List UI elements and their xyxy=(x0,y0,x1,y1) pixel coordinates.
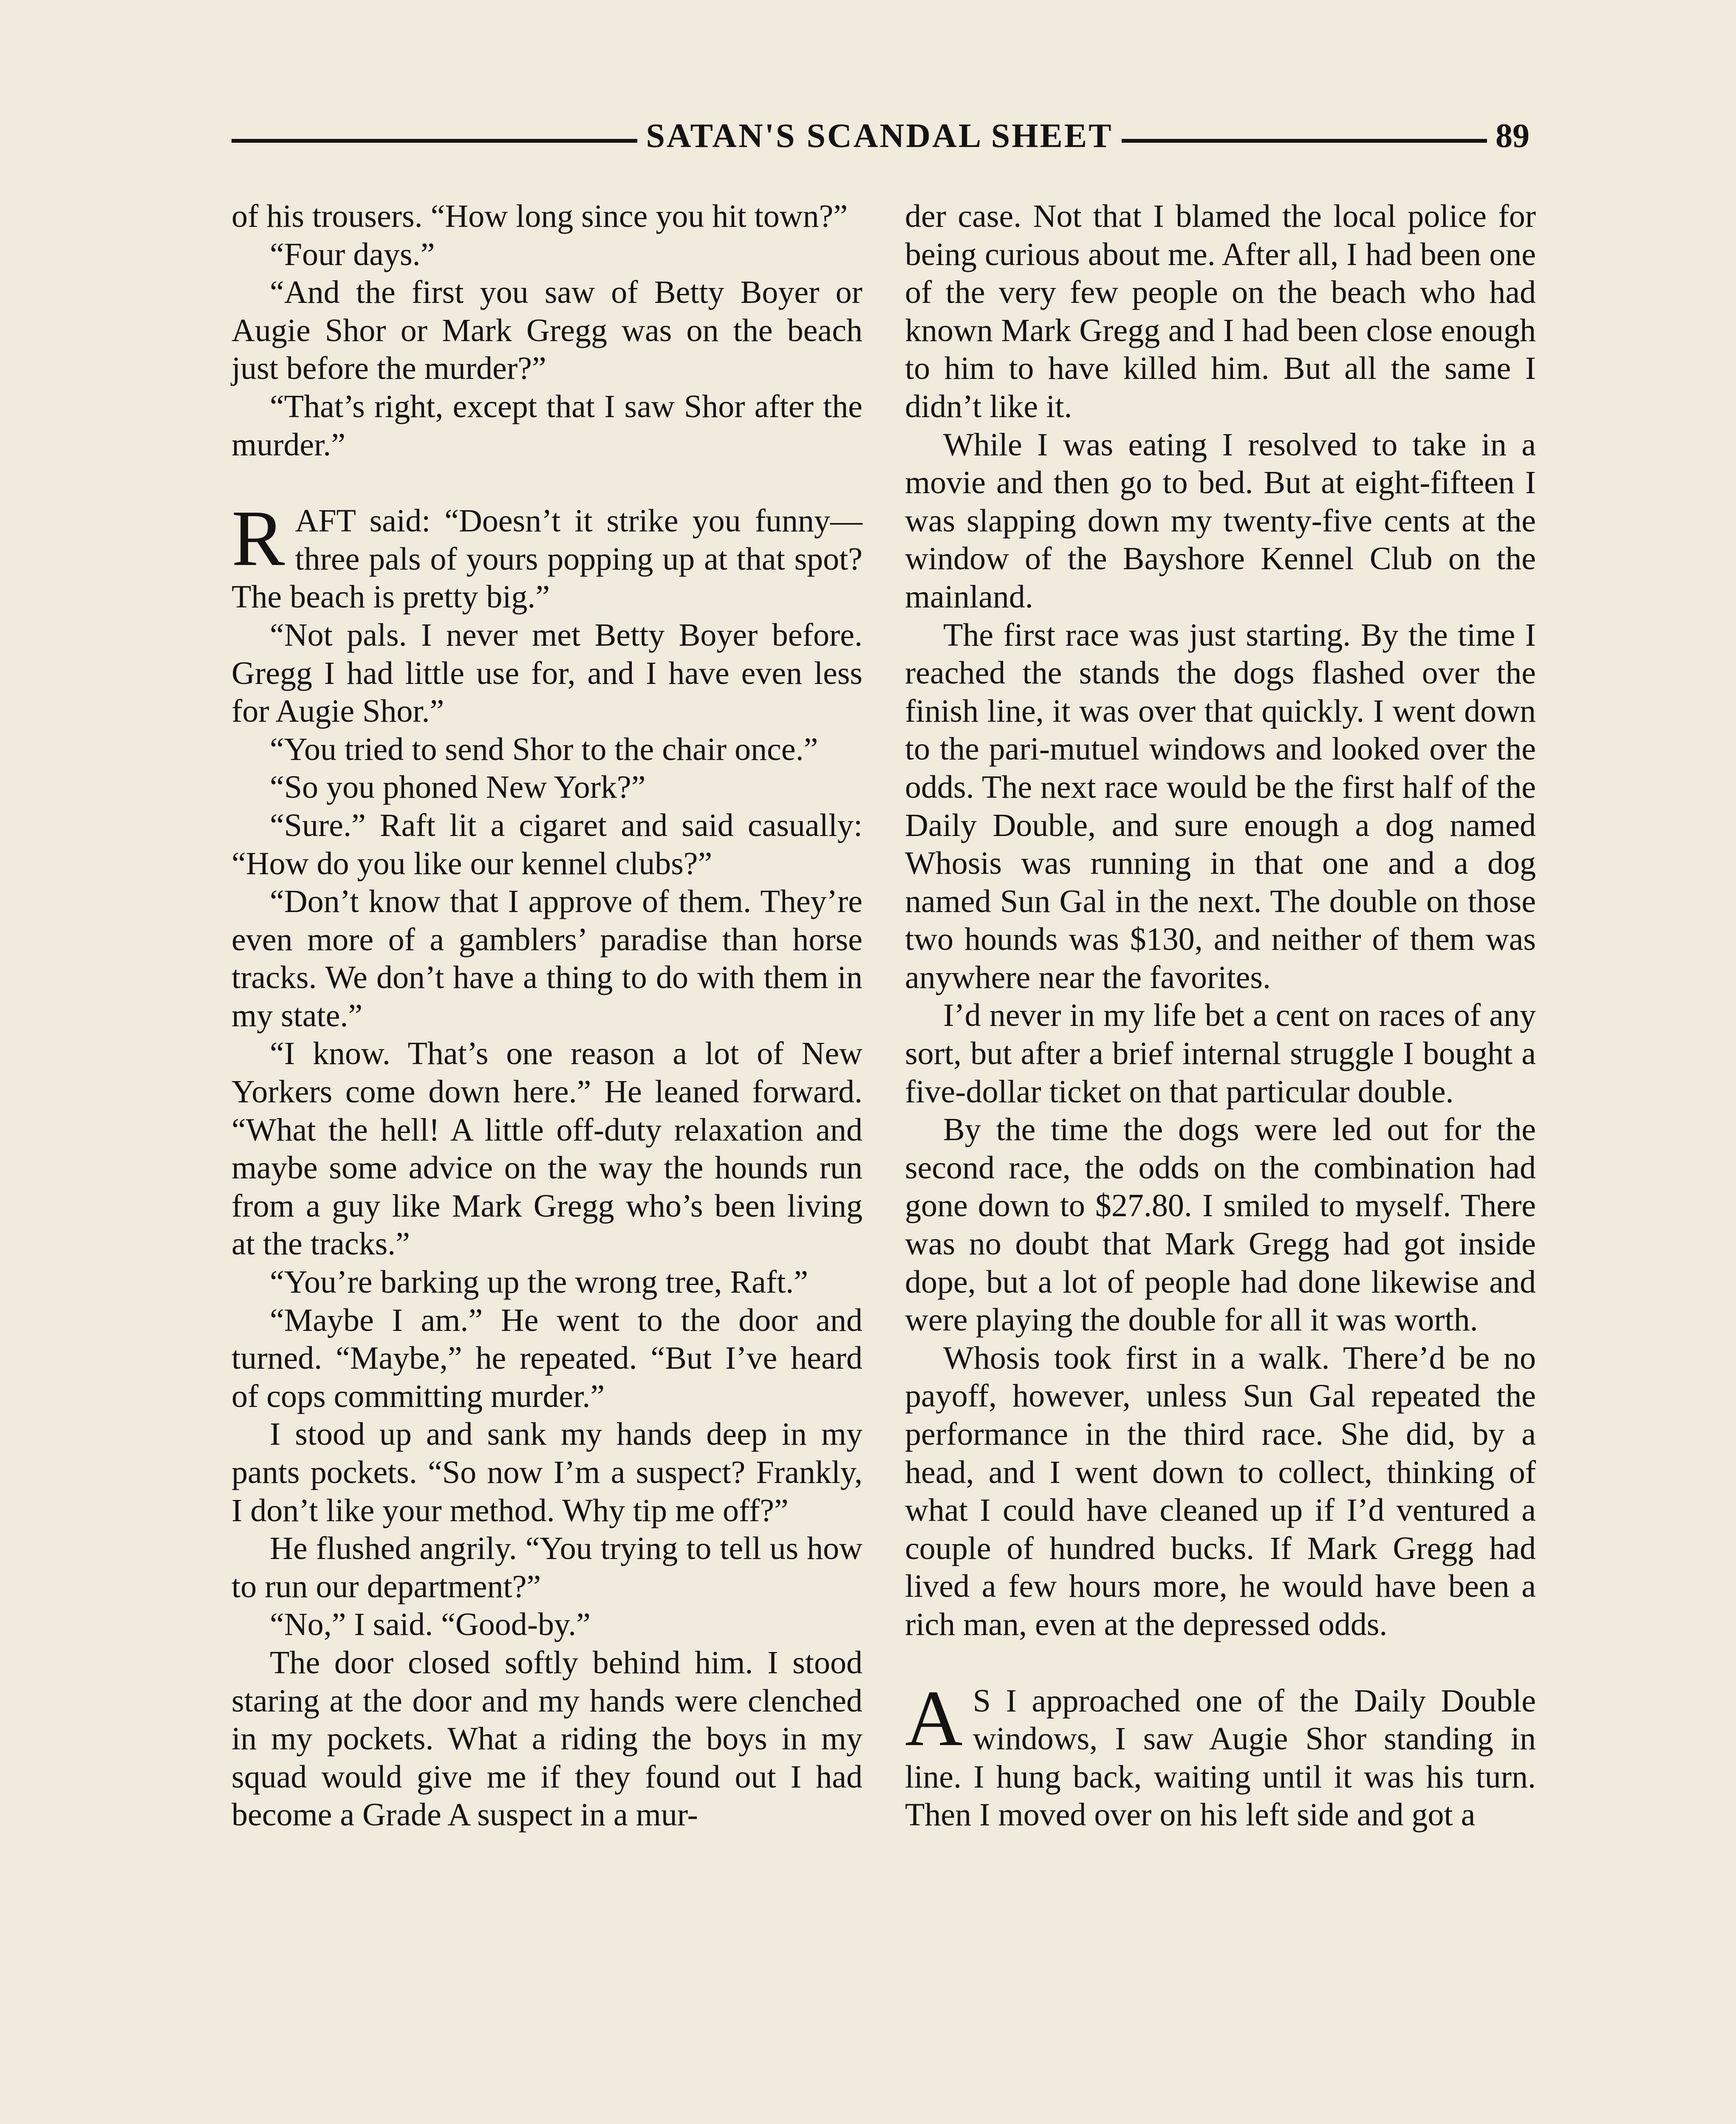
paragraph: The first race was just starting. By the time I reached the stands the dogs flashed over the finish line, it was over that quickly. I went down to the pari-mutuel windows and looked over the odds. The next race would be the first half of the Daily Double, and sure enough a dog named Whosis was running in that one and a dog named Sun Gal in the next. The double on those two hounds was $130, and neither of them was anywhere near the favorites. xyxy=(905,617,1536,995)
paragraph: He flushed angrily. “You trying to tell us how to run our department?” xyxy=(232,1531,862,1604)
paragraph: I stood up and sank my hands deep in my pants pockets. “So now I’m a suspect? Frankly, I don’t like your method. Why tip me off?” xyxy=(232,1416,862,1528)
header-rule-left xyxy=(232,139,637,143)
paragraph: I’d never in my life bet a cent on races of any sort, but after a brief internal struggle I bought a five-dollar ticket on that particular double. xyxy=(905,997,1536,1110)
running-header xyxy=(232,113,1538,159)
paragraph: By the time the dogs were led out for the second race, the odds on the combination had gone down to $27.80. I smiled to myself. There was no doubt that Mark Gregg had got inside dope, but a lot of people had done likewise and were playing the double for all it was worth. xyxy=(905,1112,1536,1338)
paragraph-with-drop-cap xyxy=(905,1673,1536,1834)
paragraph: “You tried to send Shor to the chair once.” xyxy=(270,731,818,767)
paragraph: “So you phoned New York?” xyxy=(270,769,646,805)
page-number: 89 xyxy=(1496,117,1530,155)
paragraph: “Not pals. I never met Betty Boyer before. Gregg I had little use for, and I have even less for Augie Shor.” xyxy=(232,617,862,729)
drop-cap: A xyxy=(905,1673,963,1762)
paragraph: While I was eating I resolved to take in a movie and then go to bed. But at eight-fifteen I was slapping down my twenty-five cents at the window of the Bayshore Kennel Club on the mainland. xyxy=(905,426,1536,615)
paragraph: “No,” I said. “Good-by.” xyxy=(270,1607,591,1643)
text-column-right xyxy=(905,198,1536,1834)
paragraph: “That’s right, except that I saw Shor after the murder.” xyxy=(232,388,862,463)
header-rule-right xyxy=(1122,139,1487,143)
paragraph: “Four days.” xyxy=(270,236,435,272)
paragraph: “Don’t know that I approve of them. They’re even more of a gamblers’ paradise than horse tracks. We don’t have a thing to do with them in my state.” xyxy=(232,884,862,1034)
paragraph: “I know. That’s one reason a lot of New Yorkers come down here.” He leaned forward. “What the hell! A little off-duty relaxation and maybe some advice on the way the hounds run from a guy like Mark Gregg who’s been living at the tracks.” xyxy=(232,1036,862,1262)
paragraph: The door closed softly behind him. I stood staring at the door and my hands were clenched in my pockets. What a riding the boys in my squad would give me if they found out I had become a Grade A suspect in a mur- xyxy=(232,1644,862,1833)
paragraph: Whosis took first in a walk. There’d be no payoff, however, unless Sun Gal repeated the performance in the third race. She did, by a head, and I went down to collect, thinking of what I could have cleaned up if I’d ventured a couple of hundred bucks. If Mark Gregg had lived a few hours more, he would have been a rich man, even at the depressed odds. xyxy=(905,1340,1536,1642)
paragraph: “And the first you saw of Betty Boyer or Augie Shor or Mark Gregg was on the beach just before the murder?” xyxy=(232,274,862,387)
paragraph: “You’re barking up the wrong tree, Raft.” xyxy=(270,1264,809,1300)
paragraph: “Sure.” Raft lit a cigaret and said casually: “How do you like our kennel clubs?” xyxy=(232,807,862,881)
paragraph-text: S I approached one of the Daily Double windows, I saw Augie Shor standing in line. I hung back, waiting until it was his turn. Then I moved over on his left side and got a xyxy=(905,1683,1536,1833)
text-column-left xyxy=(232,198,862,1834)
drop-cap: R xyxy=(232,494,285,583)
paragraph: der case. Not that I blamed the local police for being curious about me. After all, I had been one of the very few people on the beach who had known Mark Gregg and I had been close enough to him to have killed him. But all the same I didn’t like it. xyxy=(905,198,1536,424)
running-title: SATAN'S SCANDAL SHEET xyxy=(646,117,1113,155)
paragraph-text: AFT said: “Doesn’t it strike you funny—three pals of yours popping up at that spot? The beach is pretty big.” xyxy=(232,503,862,615)
paragraph-with-drop-cap xyxy=(232,494,862,616)
paragraph: “Maybe I am.” He went to the door and turned. “Maybe,” he repeated. “But I’ve heard of cops committing murder.” xyxy=(232,1302,862,1414)
paragraph: of his trousers. “How long since you hit town?” xyxy=(232,198,848,234)
